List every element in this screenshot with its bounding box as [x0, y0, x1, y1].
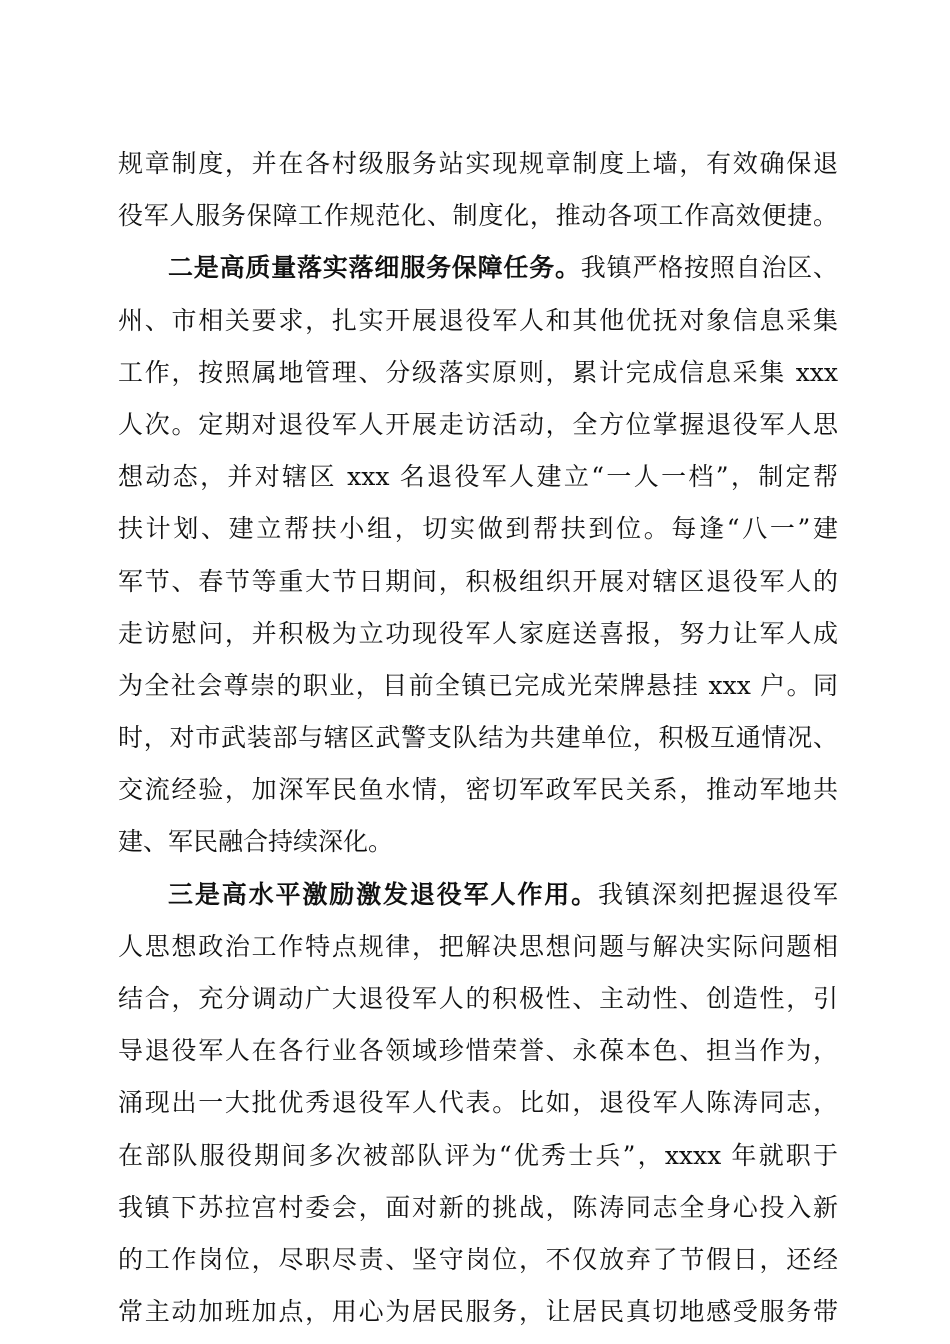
paragraph-3-line-1 [118, 869, 838, 921]
paragraph-2-line-1 [118, 242, 838, 294]
paragraph-2-line-8: 走访慰问，并积极为立功现役军人家庭送喜报，努力让军人成 [118, 618, 838, 648]
document-body [118, 138, 838, 1338]
paragraph-2-line-6: 扶计划、建立帮扶小组，切实做到帮扶到位。每逢“八一”建 [118, 514, 838, 544]
paragraph-1-line-2: 役军人服务保障工作规范化、制度化，推动各项工作高效便捷。 [118, 201, 838, 231]
paragraph-2-first-line-text: 我镇严格按照自治区、 [580, 253, 838, 283]
paragraph-3-line-9: 常主动加班加点，用心为居民服务，让居民真切地感受服务带 [118, 1297, 838, 1327]
paragraph-2-line-11: 交流经验，加深军民鱼水情，密切军政军民关系，推动军地共 [118, 775, 838, 805]
paragraph-2-line-9: 为全社会尊崇的职业，目前全镇已完成光荣牌悬挂 xxx 户。同 [118, 670, 838, 700]
paragraph-3-line-3: 结合，充分调动广大退役军人的积极性、主动性、创造性，引 [118, 984, 838, 1013]
paragraph-3-line-8: 的工作岗位，尽职尽责、坚守岗位，不仅放弃了节假日，还经 [118, 1244, 838, 1274]
paragraph-3-first-line-text: 我镇深刻把握退役军 [597, 879, 838, 909]
paragraph-3-line-7: 我镇下苏拉宫村委会，面对新的挑战，陈涛同志全身心投入新 [118, 1192, 838, 1222]
paragraph-3-line-6: 在部队服役期间多次被部队评为“优秀士兵”，xxxx 年就职于 [118, 1140, 838, 1170]
paragraph-3-line-5: 涌现出一大批优秀退役军人代表。比如，退役军人陈涛同志， [118, 1088, 838, 1118]
paragraph-3-line-4: 导退役军人在各行业各领域珍惜荣誉、永葆本色、担当作为， [118, 1036, 838, 1066]
paragraph-2-line-7: 军节、春节等重大节日期间，积极组织开展对辖区退役军人的 [118, 566, 838, 596]
paragraph-2-line-4: 人次。定期对退役军人开展走访活动，全方位掌握退役军人思 [118, 409, 838, 439]
paragraph-1-line-1: 规章制度，并在各村级服务站实现规章制度上墙，有效确保退 [118, 149, 838, 178]
paragraph-3-line-2: 人思想政治工作特点规律，把解决思想问题与解决实际问题相 [118, 931, 838, 961]
paragraph-2-line-3: 工作，按照属地管理、分级落实原则，累计完成信息采集 xxx [118, 357, 838, 387]
paragraph-2-heading: 二是高质量落实落细服务保障任务。 [168, 253, 581, 283]
paragraph-2-line-2: 州、市相关要求，扎实开展退役军人和其他优抚对象信息采集 [118, 305, 838, 335]
paragraph-3-heading: 三是高水平激励激发退役军人作用。 [168, 879, 598, 909]
paragraph-2-line-10: 时，对市武装部与辖区武警支队结为共建单位，积极互通情况、 [118, 723, 838, 753]
paragraph-2-line-5: 想动态，并对辖区 xxx 名退役军人建立“一人一档”，制定帮 [118, 462, 838, 492]
paragraph-2-line-12: 建、军民融合持续深化。 [118, 827, 394, 857]
